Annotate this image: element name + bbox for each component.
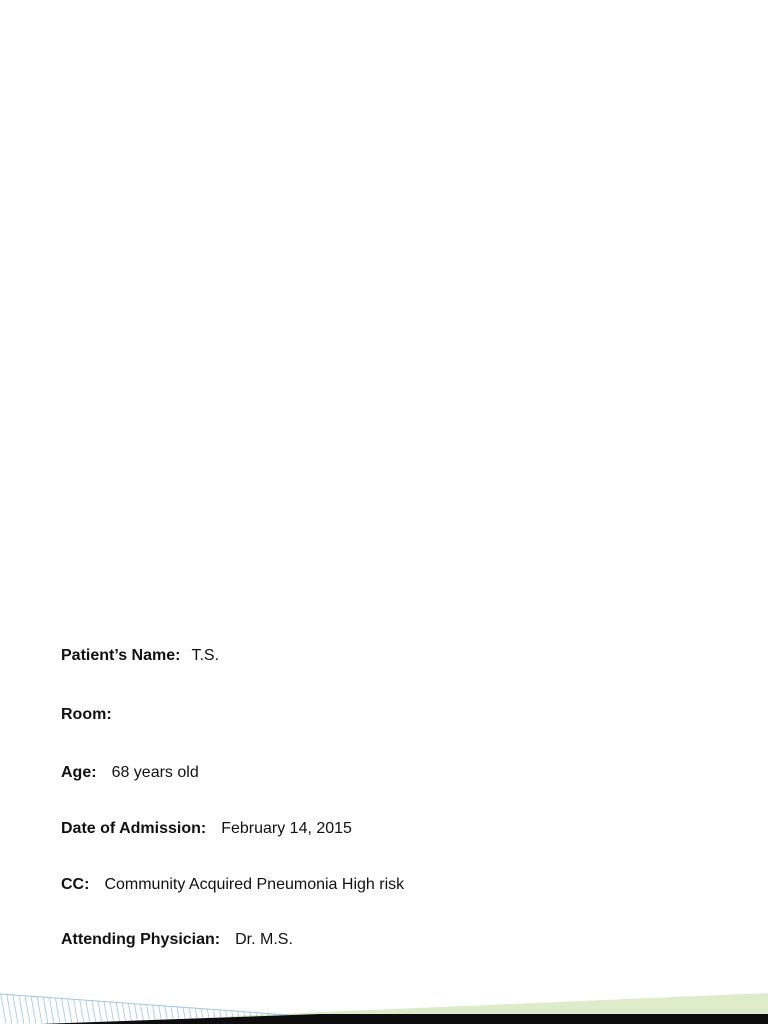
admission-date-value: February 14, 2015 [221,820,352,837]
age-value: 68 years old [111,764,199,781]
patient-name-value: T.S. [191,647,220,664]
patient-name-row [61,646,219,666]
admission-date-row [61,819,352,839]
room-label: Room: [61,706,112,723]
attending-physician-label: Attending Physician: [61,931,221,948]
chief-complaint-label: CC: [61,876,90,893]
patient-name-label: Patient’s Name: [61,647,181,664]
room-row [61,705,112,725]
attending-physician-value: Dr. M.S. [235,931,293,948]
age-label: Age: [61,764,97,781]
admission-date-label: Date of Admission: [61,820,207,837]
attending-physician-row [61,930,293,950]
chief-complaint-value: Community Acquired Pneumonia High risk [104,876,405,893]
age-row [61,763,199,783]
footer-decoration [0,990,768,1024]
chief-complaint-row [61,875,404,895]
